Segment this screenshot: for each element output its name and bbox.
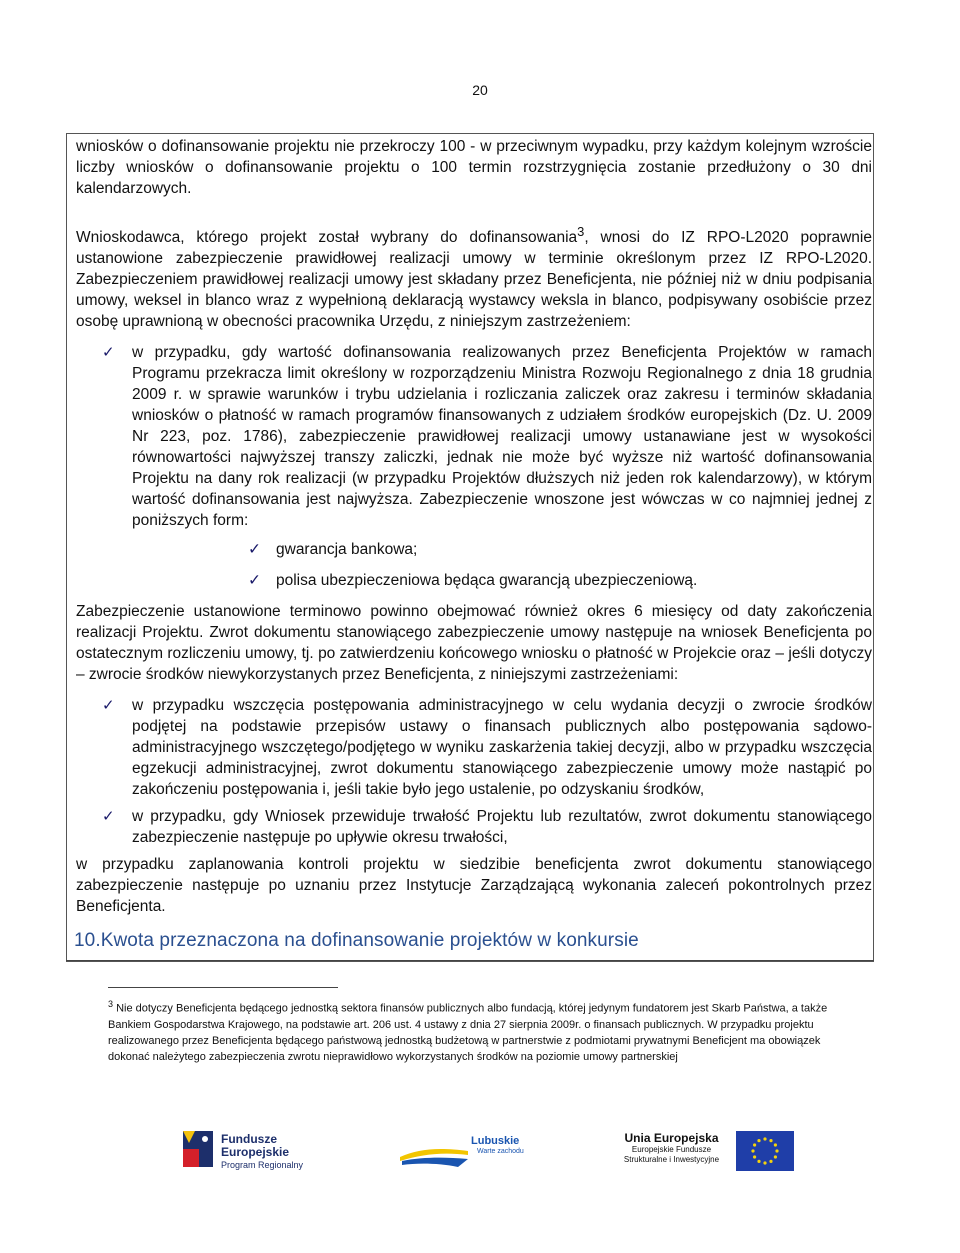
logo-bar — [0, 1125, 960, 1185]
footnote-number: 3 — [108, 999, 114, 1009]
paragraph-security-start: Wnioskodawca, którego projekt został wybrany do dofinansowania — [76, 229, 578, 247]
checkmark-icon: ✓ — [248, 541, 261, 559]
lubuskie-logo — [398, 1135, 548, 1171]
list-item-text: w przypadku, gdy wartość dofinansowania realizowanych przez Beneficjenta Projektów w ramach Programu przekracza limit określony w rozporządzeniu Ministra Rozwoju Regionalnego z dnia 18 grudnia 2009 r. w sprawie warunków i trybu udzielania i rozliczania zaliczek oraz zakresu i terminów składania wniosków o płatność w ramach programów finansowanych z udziałem środków europejskich (Dz. U. 2009 Nr 223, poz. 1786), zabezpieczenie prawidłowej realizacji umowy ustanawiane jest w wysokości równowartości najwyższej transzy zaliczki, jednak nie może być wyższe niż wartość dofinansowania Projektu na dany rok realizacji (w przypadku Projektów dłuższych niż jeden rok kalendarzowy), w którym wartość dofinansowania jest najwyższa. Zabezpieczenie wnoszone jest wówczas w co najmniej jednej z poniższych form: — [132, 344, 872, 530]
checkmark-icon: ✓ — [248, 572, 261, 590]
security-forms-list — [76, 539, 872, 591]
ue-line3: Strukturalne i Inwestycyjne — [623, 1155, 720, 1164]
condition-list — [76, 342, 872, 531]
footnote-text: Nie dotyczy Beneficjenta będącego jednostką sektora finansów publicznych albo fundacją, której jedynym fundatorem jest Skarb Państwa, a także Bankiem Gospodarstwa Krajowego, na podstawie art. 206 ust. 4 ustawy z dnia 27 sierpnia 2009r. o finansach publicznych. W przypadku projektu realizowanego przez Beneficjenta będącego państwową jednostką budżetową w partnerstwie z podmiotami prywatnymi Beneficjent ma obowiązek dokonać należytego zabezpieczenia zwrotu nieprawidłowo wykorzystanych środków na poziomie umowy partnerskiej — [108, 1002, 828, 1063]
paragraph-control: w przypadku zaplanowania kontroli projektu w siedzibie beneficjenta zwrot dokumentu stanowiącego zabezpieczenie następuje po uznaniu przez Instytucje Zarządzającą wykonania zaleceń pokontrolnych przez Beneficjenta. — [76, 856, 872, 916]
ue-line2: Europejskie Fundusze — [631, 1145, 712, 1154]
paragraph-return: Zabezpieczenie ustanowione terminowo powinno obejmować również okres 6 miesięcy od daty zakończenia realizacji Projektu. Zwrot dokumentu stanowiącego zabezpieczenie umowy następuje na wniosek Beneficjenta po ostatecznym rozliczeniu umowy, tj. po zatwierdzeniu końcowego wniosku o płatność w Projekcie oraz – jeśli dotyczy – zwrocie środków niewykorzystanych przez Beneficjenta, z niniejszymi zastrzeżeniami: — [76, 603, 872, 684]
reservations-list — [76, 695, 872, 848]
list-item-text: polisa ubezpieczeniowa będąca gwarancją ubezpieczeniową. — [276, 572, 698, 590]
divider — [66, 960, 874, 961]
eu-flag-icon — [736, 1131, 794, 1171]
ue-line1: Unia Europejska — [624, 1131, 719, 1145]
paragraph-security-rest: , wnosi do IZ RPO-L2020 poprawnie ustanowione zabezpieczenie prawidłowej realizacji umowy w terminie określonym przez IZ RPO-L2020. Zabezpieczeniem prawidłowej realizacji umowy jest składany przez Beneficjenta, nie później niż w dniu podpisania umowy, weksel in blanco wraz z wypełnioną deklaracją wystawcy weksla in blanco, podpisywany osobiście przez osobę uprawnioną w obecności pracownika Urzędu, z niniejszym zastrzeżeniem: — [76, 229, 872, 331]
footnote-ref: 3 — [577, 224, 585, 239]
list-item — [76, 806, 872, 848]
checkmark-icon: ✓ — [102, 697, 115, 715]
footnote-divider — [108, 987, 338, 988]
list-item-text: gwarancja bankowa; — [276, 541, 418, 559]
list-item — [76, 539, 872, 560]
footnote — [108, 996, 860, 1065]
fe-line2: Europejskie — [221, 1145, 290, 1159]
fe-line1: Fundusze — [221, 1132, 277, 1146]
list-item — [76, 342, 872, 531]
lubuskie-name: Lubuskie — [471, 1135, 520, 1147]
lubuskie-swoosh-icon — [398, 1135, 470, 1171]
page-number: 20 — [472, 82, 488, 98]
list-item — [76, 695, 872, 800]
list-item-text: w przypadku wszczęcia postępowania administracyjnego w celu wydania decyzji o zwrocie środków podjętej na podstawie przepisów ustawy o finansach publicznych albo postępowania sądowo-administracyjnego wszczętego/podjętego w wyniku zaskarżenia takiej decyzji, albo w przypadku wszczęcia egzekucji administracyjnej, zwrot dokumentu stanowiącego zabezpieczenie umowy może nastąpić po zakończeniu postępowania i, jeśli takie było jego ustalenie, po odzyskaniu środków, — [132, 697, 872, 799]
fe-line3: Program Regionalny — [221, 1160, 304, 1170]
paragraph-security — [76, 221, 872, 332]
list-item — [76, 570, 872, 591]
lubuskie-tagline: Warte zachodu — [477, 1148, 524, 1155]
paragraph-continuation: wniosków o dofinansowanie projektu nie przekroczy 100 - w przeciwnym wypadku, przy każdym kolejnym wzroście liczby wniosków o dofinansowanie projektu o 100 termin rozstrzygnięcia zostanie przedłużony o 30 dni kalendarzowych. — [76, 138, 872, 197]
list-item-text: w przypadku, gdy Wniosek przewiduje trwałość Projektu lub rezultatów, zwrot dokumentu stanowiącego zabezpieczenie następuje po upływie okresu trwałości, — [132, 808, 872, 847]
document-body — [76, 136, 872, 917]
checkmark-icon: ✓ — [102, 808, 115, 826]
section-heading: 10.Kwota przeznaczona na dofinansowanie projektów w konkursie — [74, 930, 639, 951]
fe-flag-icon — [183, 1131, 213, 1167]
unia-europejska-logo — [615, 1131, 795, 1173]
checkmark-icon: ✓ — [102, 344, 115, 362]
